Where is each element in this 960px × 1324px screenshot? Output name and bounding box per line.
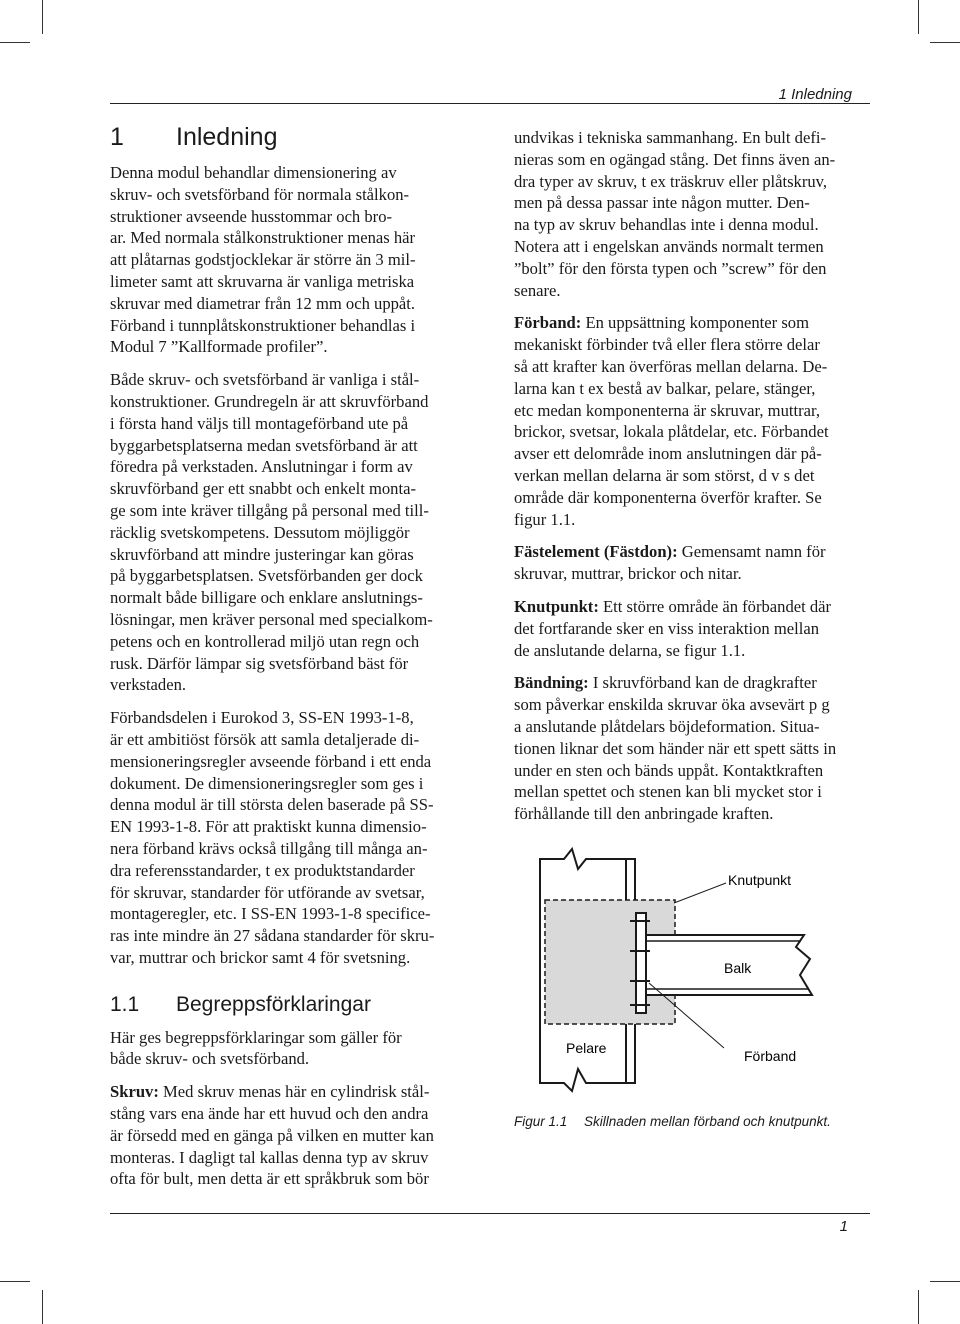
paragraph-usage: Både skruv- och svetsförband är vanliga i stål- konstruktioner. Grundregeln är att skruvförband i första hand väljs till montageförband ute på byggarbetsplatserna medan svetsförband är att föredra på verkstaden. Anslutningar i form av skruvförband ger ett snabbt och enkelt monta- ge som inte kräver tillgång på personal med till- räcklig svetskompetens. Dessutom möjliggör skruvförband att mindre justeringar kan göras på byggarbetsplatsen. Svetsförbanden ger dock normalt både billigare och enklare anslutnings- lösningar, men kräver personal med specialkom- petens och en kontrollerad miljö utan regn och rusk. Därför lämpar sig svetsförband bäst för verkstaden.	[110, 370, 433, 695]
term-fastelement: Fästelement (Fästdon):	[514, 542, 678, 562]
section-number: 1.1	[110, 992, 140, 1016]
leader-knutpunkt	[674, 883, 726, 903]
definition-fastelement-text: Gemensamt namn för skruvar, muttrar, brickor och nitar.	[514, 542, 826, 584]
term-bandning: Bändning:	[514, 673, 589, 693]
chapter-heading	[110, 122, 472, 152]
figure-connection	[514, 843, 876, 1093]
crop-mark	[42, 1290, 43, 1324]
crop-mark	[0, 1281, 30, 1282]
definition-skruv	[110, 1081, 472, 1190]
crop-mark	[918, 0, 919, 34]
label-balk: Balk	[724, 959, 752, 976]
definition-fastelement	[514, 541, 874, 585]
left-column	[110, 122, 472, 1201]
paragraph-section-intro: Här ges begreppsförklaringar som gäller för både skruv- och svetsförband.	[110, 1027, 402, 1069]
crop-mark	[42, 0, 43, 34]
caption-number: Figur 1.1	[514, 1113, 568, 1129]
crop-mark	[918, 1290, 919, 1324]
header-rule	[110, 103, 870, 104]
right-column	[514, 127, 874, 1133]
term-forband: Förband:	[514, 313, 582, 333]
paragraph-eurokod: Förbandsdelen i Eurokod 3, SS-EN 1993-1-8, är ett ambitiöst försök att samla detaljerade di- mensioneringsregler avseende förband i ett enda dokument. De dimensioneringsregler som ges i denna modul är till största delen baserade på SS- EN 1993-1-8. För att praktiskt kunna dimensio- nera förband krävs också tillgång till många an- dra referensstandarder, t ex produktstandarder för skruvar, standarder för utförande av svetsar, montageregler, etc. I SS-EN 1993-1-8 specifice- ras inte mindre än 27 sådana standarder för skru- var, muttrar och brickor samt 4 för svetsning.	[110, 708, 435, 967]
end-plate	[636, 913, 646, 1013]
paragraph-bolt: undvikas i tekniska sammanhang. En bult defi- nieras som en ogängad stång. Det finns även an- dra typer av skruv, t ex träskruv eller plåtskruv, men på dessa passar inte någon mutter. Den- na typ av skruv behandlas inte i denna modul. Notera att i engelskan används normalt termen ”bolt” för den första typen och ”screw” för den senare.	[514, 128, 836, 300]
definition-knutpunkt	[514, 596, 874, 661]
term-skruv: Skruv:	[110, 1082, 159, 1102]
crop-mark	[930, 1281, 960, 1282]
figure-caption	[514, 1111, 874, 1133]
definition-bandning-text: I skruvförband kan de dragkrafter som påverkar enskilda skruvar öka avsevärt p g a anslutande plåtdelars böjdeformation. Situa- tionen liknar det som händer när ett spett sätts in under en sten och bänds uppåt. Kontaktkraften mellan spettet och stenen kan bli mycket stor i förhållande till den anbringade kraften.	[514, 673, 837, 824]
definition-bandning	[514, 672, 874, 825]
definition-forband-text: En uppsättning komponenter som mekaniskt förbinder två eller flera större delar så att krafter kan överföras mellan delarna. De- larna kan t ex bestå av balkar, pelare, stänger, etc medan komponenterna är skruvar, muttrar, brickor, svetsar, lokala plåtdelar, etc. Förbandet avser ett delområde inom anslutningen där på- verkan mellan delarna är som störst, d v s det område där komponenterna överför krafter. Se figur 1.1.	[514, 313, 829, 529]
caption-text: Skillnaden mellan förband och knutpunkt.	[584, 1113, 831, 1129]
section-title: Begreppsförklaringar	[176, 992, 371, 1016]
footer-rule	[110, 1213, 870, 1214]
chapter-title: Inledning	[176, 123, 278, 151]
term-knutpunkt: Knutpunkt:	[514, 596, 599, 616]
paragraph-intro: Denna modul behandlar dimensionering av skruv- och svetsförband för normala stålkon- struktioner avseende husstommar och bro- ar. Med normala stålkonstruktioner menas här att plåtarnas godstjocklekar är större än 3 mil- limeter samt att skruvarna är vanliga metriska skruvar med diametrar från 12 mm och uppåt. Förband i tunnplåtskonstruktioner behandlas i Modul 7 ”Kallformade profiler”.	[110, 163, 416, 357]
running-head: 1 Inledning	[778, 86, 852, 103]
label-forband: Förband	[744, 1047, 797, 1064]
definition-knutpunkt-text: Ett större område än förbandet där det fortfarande sker en viss interaktion mellan de anslutande delarna, se figur 1.1.	[514, 596, 832, 660]
crop-mark	[0, 42, 30, 43]
section-heading	[110, 992, 472, 1018]
definition-forband	[514, 312, 874, 530]
chapter-number: 1	[110, 123, 124, 151]
page-number: 1	[839, 1218, 848, 1235]
crop-mark	[930, 42, 960, 43]
definition-skruv-text: Med skruv menas här en cylindrisk stål- stång vars ena ände har ett huvud och den andra är försedd med en gänga på vilken en mutter kan monteras. I dagligt tal kallas denna typ av skruv ofta för bult, men detta är ett språkbruk som bör	[110, 1082, 434, 1189]
connection-drawing	[514, 843, 876, 1093]
label-pelare: Pelare	[566, 1039, 607, 1056]
label-knutpunkt: Knutpunkt	[728, 871, 792, 888]
